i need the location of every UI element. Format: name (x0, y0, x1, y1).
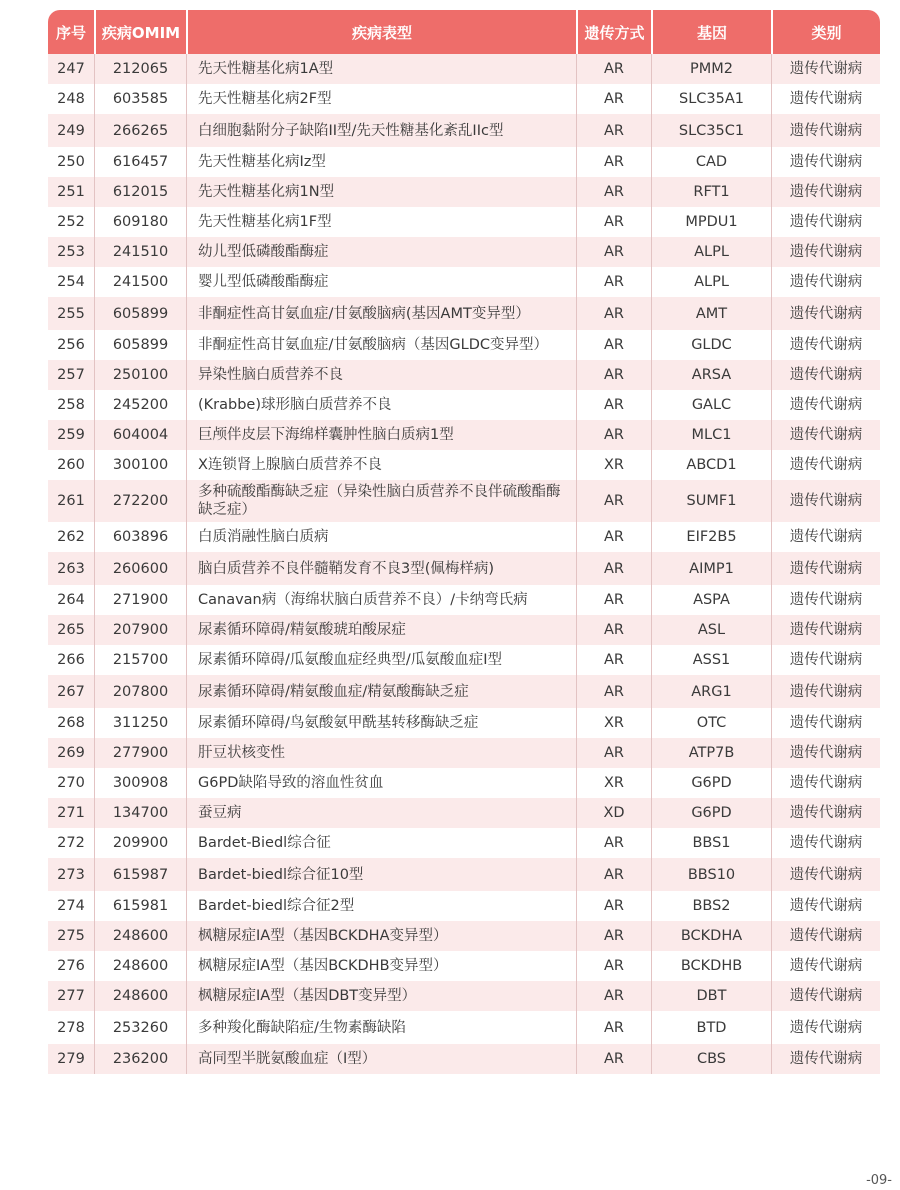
cell-category: 遗传代谢病 (771, 708, 880, 738)
cell-number: 265 (48, 615, 94, 645)
cell-number: 275 (48, 921, 94, 951)
cell-inheritance: AR (576, 951, 651, 981)
cell-gene: SUMF1 (651, 480, 771, 522)
cell-phenotype: 枫糖尿症IA型（基因BCKDHB变异型） (186, 951, 576, 981)
cell-omim: 615981 (94, 891, 186, 921)
cell-phenotype: 尿素循环障碍/精氨酸血症/精氨酸酶缺乏症 (186, 675, 576, 708)
cell-omim: 300100 (94, 450, 186, 480)
cell-omim: 609180 (94, 207, 186, 237)
cell-phenotype: 先天性糖基化病2F型 (186, 84, 576, 114)
cell-phenotype: 巨颅伴皮层下海绵样囊肿性脑白质病1型 (186, 420, 576, 450)
table-row (48, 480, 880, 522)
cell-phenotype: 枫糖尿症IA型（基因DBT变异型） (186, 981, 576, 1011)
header-phenotype: 疾病表型 (186, 10, 576, 54)
cell-phenotype: 幼儿型低磷酸酯酶症 (186, 237, 576, 267)
cell-phenotype: Bardet-biedl综合征10型 (186, 858, 576, 891)
cell-number: 273 (48, 858, 94, 891)
cell-inheritance: AR (576, 267, 651, 297)
cell-omim: 241510 (94, 237, 186, 267)
cell-omim: 605899 (94, 297, 186, 330)
cell-inheritance: XR (576, 450, 651, 480)
cell-gene: SLC35C1 (651, 114, 771, 147)
cell-gene: GALC (651, 390, 771, 420)
table-row (48, 360, 880, 390)
cell-category: 遗传代谢病 (771, 828, 880, 858)
cell-phenotype: 婴儿型低磷酸酯酶症 (186, 267, 576, 297)
cell-inheritance: AR (576, 1044, 651, 1074)
cell-category: 遗传代谢病 (771, 585, 880, 615)
cell-number: 258 (48, 390, 94, 420)
cell-gene: BBS10 (651, 858, 771, 891)
cell-gene: BCKDHA (651, 921, 771, 951)
cell-inheritance: AR (576, 981, 651, 1011)
cell-phenotype: 白质消融性脑白质病 (186, 522, 576, 552)
cell-inheritance: AR (576, 738, 651, 768)
cell-phenotype: 先天性糖基化病1N型 (186, 177, 576, 207)
cell-gene: SLC35A1 (651, 84, 771, 114)
cell-gene: ASL (651, 615, 771, 645)
cell-phenotype: 白细胞黏附分子缺陷II型/先天性糖基化紊乱IIc型 (186, 114, 576, 147)
cell-category: 遗传代谢病 (771, 114, 880, 147)
cell-number: 252 (48, 207, 94, 237)
cell-category: 遗传代谢病 (771, 267, 880, 297)
cell-number: 260 (48, 450, 94, 480)
table-row (48, 84, 880, 114)
table-row (48, 237, 880, 267)
table-row (48, 450, 880, 480)
cell-inheritance: AR (576, 420, 651, 450)
cell-gene: ASPA (651, 585, 771, 615)
table-row (48, 768, 880, 798)
cell-gene: MPDU1 (651, 207, 771, 237)
table-row (48, 1044, 880, 1074)
cell-gene: ASS1 (651, 645, 771, 675)
cell-number: 278 (48, 1011, 94, 1044)
cell-inheritance: AR (576, 207, 651, 237)
cell-number: 279 (48, 1044, 94, 1074)
header-inheritance: 遗传方式 (576, 10, 651, 54)
cell-phenotype: 先天性糖基化病1A型 (186, 54, 576, 84)
cell-omim: 300908 (94, 768, 186, 798)
cell-gene: AIMP1 (651, 552, 771, 585)
table-row (48, 951, 880, 981)
cell-number: 263 (48, 552, 94, 585)
table-row (48, 615, 880, 645)
cell-category: 遗传代谢病 (771, 390, 880, 420)
cell-inheritance: AR (576, 54, 651, 84)
cell-inheritance: AR (576, 675, 651, 708)
cell-number: 257 (48, 360, 94, 390)
table-row (48, 708, 880, 738)
table-row (48, 585, 880, 615)
cell-omim: 603896 (94, 522, 186, 552)
cell-omim: 209900 (94, 828, 186, 858)
cell-inheritance: AR (576, 891, 651, 921)
cell-phenotype: 先天性糖基化病Iz型 (186, 147, 576, 177)
cell-gene: OTC (651, 708, 771, 738)
cell-omim: 236200 (94, 1044, 186, 1074)
table-header-row (48, 10, 880, 54)
cell-inheritance: AR (576, 330, 651, 360)
cell-inheritance: AR (576, 390, 651, 420)
cell-omim: 311250 (94, 708, 186, 738)
cell-inheritance: AR (576, 645, 651, 675)
cell-phenotype: 高同型半胱氨酸血症（I型） (186, 1044, 576, 1074)
cell-inheritance: AR (576, 615, 651, 645)
cell-inheritance: AR (576, 114, 651, 147)
cell-category: 遗传代谢病 (771, 858, 880, 891)
cell-inheritance: AR (576, 585, 651, 615)
cell-gene: G6PD (651, 798, 771, 828)
cell-omim: 212065 (94, 54, 186, 84)
cell-phenotype: 脑白质营养不良伴髓鞘发育不良3型(佩梅样病) (186, 552, 576, 585)
cell-gene: AMT (651, 297, 771, 330)
cell-gene: BCKDHB (651, 951, 771, 981)
cell-omim: 603585 (94, 84, 186, 114)
table-row (48, 858, 880, 891)
cell-omim: 207800 (94, 675, 186, 708)
cell-gene: EIF2B5 (651, 522, 771, 552)
cell-phenotype: (Krabbe)球形脑白质营养不良 (186, 390, 576, 420)
table-row (48, 921, 880, 951)
cell-omim: 253260 (94, 1011, 186, 1044)
cell-gene: DBT (651, 981, 771, 1011)
cell-category: 遗传代谢病 (771, 981, 880, 1011)
cell-category: 遗传代谢病 (771, 768, 880, 798)
cell-omim: 272200 (94, 480, 186, 522)
table-row (48, 798, 880, 828)
cell-inheritance: AR (576, 921, 651, 951)
cell-category: 遗传代谢病 (771, 552, 880, 585)
cell-number: 274 (48, 891, 94, 921)
cell-category: 遗传代谢病 (771, 420, 880, 450)
cell-number: 266 (48, 645, 94, 675)
cell-gene: ATP7B (651, 738, 771, 768)
cell-number: 272 (48, 828, 94, 858)
cell-phenotype: Canavan病（海绵状脑白质营养不良）/卡纳弯氏病 (186, 585, 576, 615)
cell-gene: RFT1 (651, 177, 771, 207)
cell-number: 250 (48, 147, 94, 177)
cell-number: 247 (48, 54, 94, 84)
cell-inheritance: AR (576, 480, 651, 522)
cell-gene: GLDC (651, 330, 771, 360)
cell-number: 254 (48, 267, 94, 297)
cell-inheritance: XR (576, 768, 651, 798)
cell-inheritance: AR (576, 552, 651, 585)
cell-category: 遗传代谢病 (771, 84, 880, 114)
cell-gene: ALPL (651, 267, 771, 297)
cell-phenotype: G6PD缺陷导致的溶血性贫血 (186, 768, 576, 798)
cell-number: 276 (48, 951, 94, 981)
cell-phenotype: 尿素循环障碍/鸟氨酸氨甲酰基转移酶缺乏症 (186, 708, 576, 738)
cell-category: 遗传代谢病 (771, 951, 880, 981)
table-row (48, 828, 880, 858)
cell-phenotype: Bardet-Biedl综合征 (186, 828, 576, 858)
cell-number: 251 (48, 177, 94, 207)
cell-inheritance: AR (576, 522, 651, 552)
cell-omim: 215700 (94, 645, 186, 675)
cell-number: 262 (48, 522, 94, 552)
table-row (48, 330, 880, 360)
table-row (48, 420, 880, 450)
header-omim: 疾病OMIM (94, 10, 186, 54)
cell-inheritance: AR (576, 858, 651, 891)
cell-omim: 615987 (94, 858, 186, 891)
cell-omim: 134700 (94, 798, 186, 828)
cell-phenotype: X连锁肾上腺脑白质营养不良 (186, 450, 576, 480)
cell-omim: 604004 (94, 420, 186, 450)
cell-omim: 612015 (94, 177, 186, 207)
table-row (48, 1011, 880, 1044)
table-row (48, 891, 880, 921)
table-row (48, 390, 880, 420)
cell-inheritance: AR (576, 360, 651, 390)
cell-gene: ABCD1 (651, 450, 771, 480)
cell-phenotype: 肝豆状核变性 (186, 738, 576, 768)
disease-table-container (48, 10, 880, 1074)
cell-phenotype: 枫糖尿症IA型（基因BCKDHA变异型） (186, 921, 576, 951)
cell-inheritance: AR (576, 1011, 651, 1044)
cell-inheritance: AR (576, 828, 651, 858)
cell-category: 遗传代谢病 (771, 177, 880, 207)
cell-category: 遗传代谢病 (771, 675, 880, 708)
cell-category: 遗传代谢病 (771, 1011, 880, 1044)
cell-category: 遗传代谢病 (771, 330, 880, 360)
cell-omim: 616457 (94, 147, 186, 177)
cell-number: 255 (48, 297, 94, 330)
cell-category: 遗传代谢病 (771, 54, 880, 84)
cell-omim: 260600 (94, 552, 186, 585)
cell-category: 遗传代谢病 (771, 297, 880, 330)
cell-phenotype: 蚕豆病 (186, 798, 576, 828)
cell-category: 遗传代谢病 (771, 921, 880, 951)
cell-gene: BTD (651, 1011, 771, 1044)
cell-category: 遗传代谢病 (771, 480, 880, 522)
cell-inheritance: AR (576, 84, 651, 114)
table-row (48, 981, 880, 1011)
table-row (48, 114, 880, 147)
table-row (48, 645, 880, 675)
cell-inheritance: XD (576, 798, 651, 828)
table-row (48, 267, 880, 297)
header-number: 序号 (48, 10, 94, 54)
cell-category: 遗传代谢病 (771, 891, 880, 921)
cell-omim: 605899 (94, 330, 186, 360)
cell-omim: 250100 (94, 360, 186, 390)
cell-number: 248 (48, 84, 94, 114)
table-row (48, 738, 880, 768)
table-row (48, 297, 880, 330)
cell-inheritance: AR (576, 147, 651, 177)
cell-inheritance: XR (576, 708, 651, 738)
table-row (48, 522, 880, 552)
cell-gene: PMM2 (651, 54, 771, 84)
cell-gene: ALPL (651, 237, 771, 267)
table-body (48, 54, 880, 1074)
cell-number: 269 (48, 738, 94, 768)
table-row (48, 54, 880, 84)
cell-omim: 245200 (94, 390, 186, 420)
cell-number: 277 (48, 981, 94, 1011)
cell-phenotype: 多种硫酸酯酶缺乏症（异染性脑白质营养不良伴硫酸酯酶缺乏症） (186, 480, 576, 522)
cell-number: 256 (48, 330, 94, 360)
cell-omim: 266265 (94, 114, 186, 147)
cell-number: 253 (48, 237, 94, 267)
cell-inheritance: AR (576, 237, 651, 267)
cell-category: 遗传代谢病 (771, 450, 880, 480)
header-category: 类别 (771, 10, 880, 54)
cell-inheritance: AR (576, 177, 651, 207)
cell-phenotype: 异染性脑白质营养不良 (186, 360, 576, 390)
table-row (48, 675, 880, 708)
cell-number: 261 (48, 480, 94, 522)
header-gene: 基因 (651, 10, 771, 54)
cell-omim: 248600 (94, 981, 186, 1011)
cell-phenotype: Bardet-biedl综合征2型 (186, 891, 576, 921)
cell-phenotype: 先天性糖基化病1F型 (186, 207, 576, 237)
cell-category: 遗传代谢病 (771, 522, 880, 552)
cell-category: 遗传代谢病 (771, 147, 880, 177)
table-row (48, 552, 880, 585)
cell-omim: 241500 (94, 267, 186, 297)
cell-category: 遗传代谢病 (771, 1044, 880, 1074)
table-row (48, 207, 880, 237)
cell-omim: 248600 (94, 951, 186, 981)
cell-gene: G6PD (651, 768, 771, 798)
cell-gene: MLC1 (651, 420, 771, 450)
cell-category: 遗传代谢病 (771, 738, 880, 768)
page-number: -09- (866, 1173, 892, 1188)
cell-omim: 248600 (94, 921, 186, 951)
cell-inheritance: AR (576, 297, 651, 330)
cell-number: 264 (48, 585, 94, 615)
cell-category: 遗传代谢病 (771, 798, 880, 828)
cell-phenotype: 尿素循环障碍/瓜氨酸血症经典型/瓜氨酸血症I型 (186, 645, 576, 675)
cell-gene: CBS (651, 1044, 771, 1074)
table-row (48, 177, 880, 207)
table-row (48, 147, 880, 177)
cell-category: 遗传代谢病 (771, 207, 880, 237)
cell-gene: CAD (651, 147, 771, 177)
cell-number: 249 (48, 114, 94, 147)
cell-gene: BBS1 (651, 828, 771, 858)
cell-phenotype: 尿素循环障碍/精氨酸琥珀酸尿症 (186, 615, 576, 645)
cell-category: 遗传代谢病 (771, 237, 880, 267)
cell-number: 259 (48, 420, 94, 450)
cell-number: 267 (48, 675, 94, 708)
cell-gene: ARSA (651, 360, 771, 390)
cell-number: 268 (48, 708, 94, 738)
cell-omim: 277900 (94, 738, 186, 768)
cell-number: 271 (48, 798, 94, 828)
disease-table (48, 10, 880, 1074)
cell-phenotype: 非酮症性高甘氨血症/甘氨酸脑病（基因GLDC变异型） (186, 330, 576, 360)
cell-category: 遗传代谢病 (771, 645, 880, 675)
cell-number: 270 (48, 768, 94, 798)
cell-omim: 207900 (94, 615, 186, 645)
cell-gene: BBS2 (651, 891, 771, 921)
cell-omim: 271900 (94, 585, 186, 615)
cell-category: 遗传代谢病 (771, 360, 880, 390)
cell-phenotype: 非酮症性高甘氨血症/甘氨酸脑病(基因AMT变异型） (186, 297, 576, 330)
cell-category: 遗传代谢病 (771, 615, 880, 645)
cell-phenotype: 多种羧化酶缺陷症/生物素酶缺陷 (186, 1011, 576, 1044)
cell-gene: ARG1 (651, 675, 771, 708)
